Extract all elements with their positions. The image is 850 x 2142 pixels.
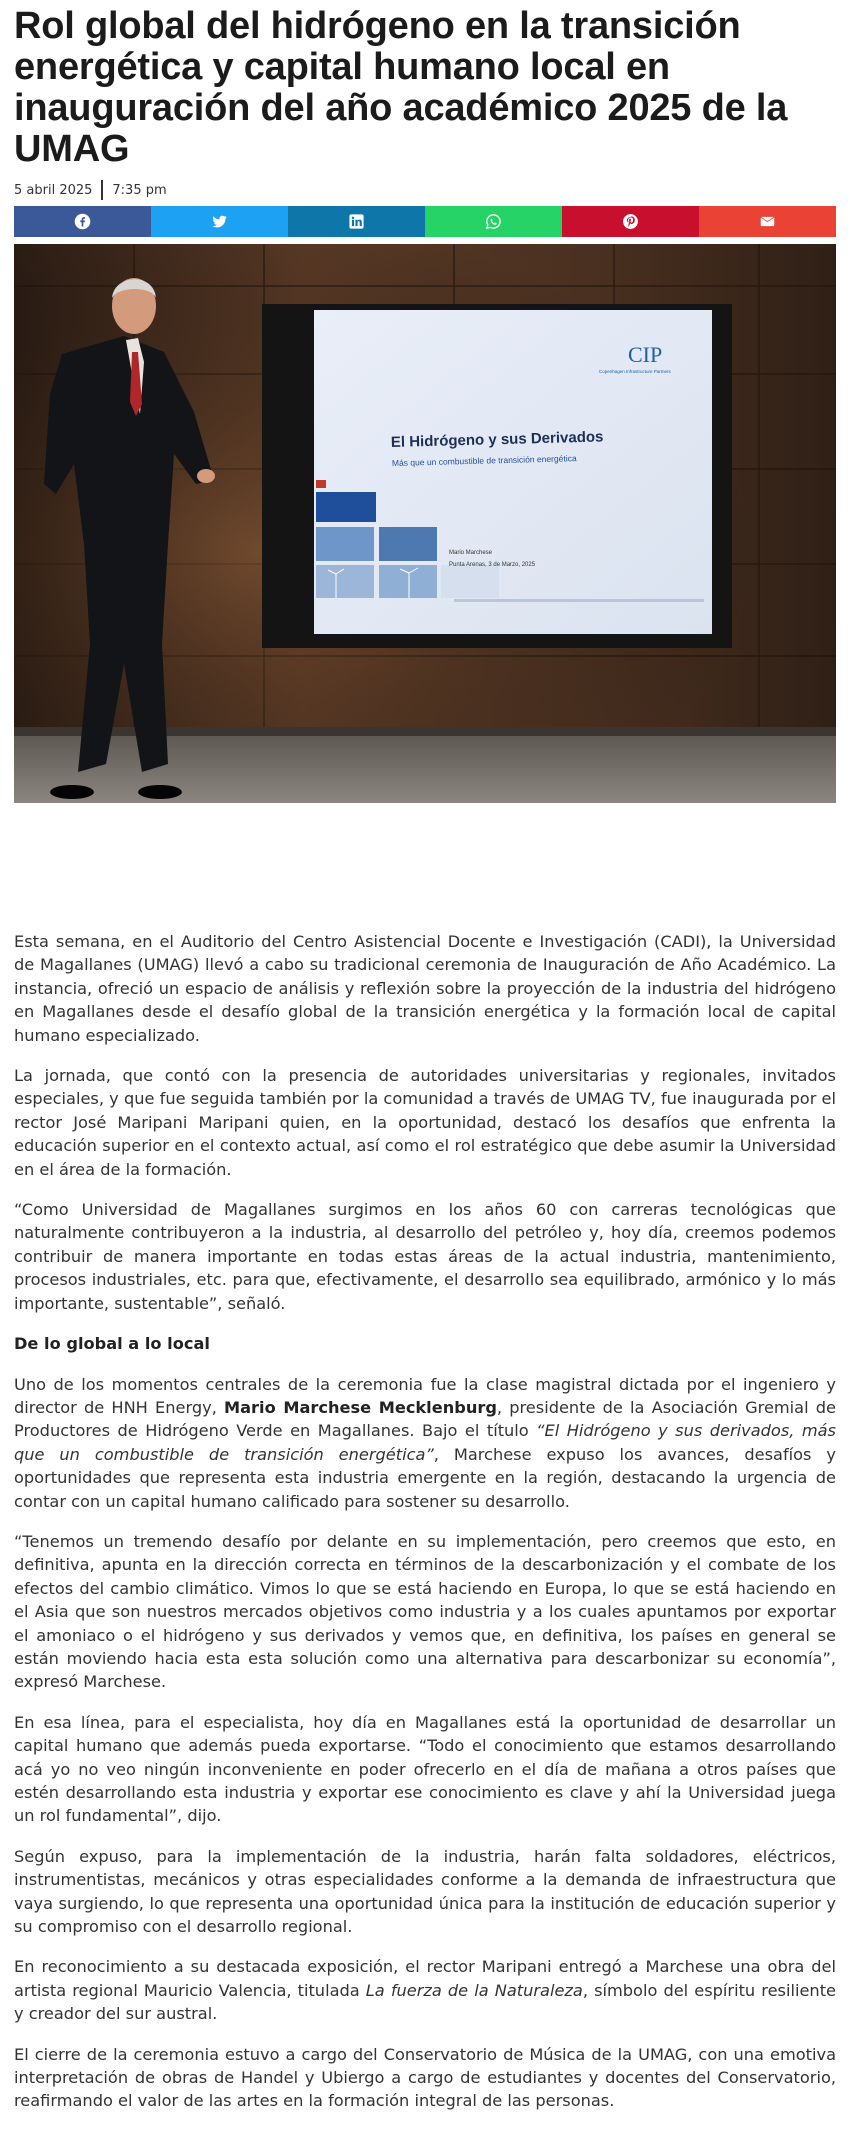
text-run: , presidente de la Asociación Gremial de Productores de Hidrógeno Verde en Magallanes. Bajo el título <box>14 1397 836 1441</box>
paragraph <box>14 1373 836 1513</box>
paragraph: La jornada, que contó con la presencia de autoridades universitarias y regionales, invitados especiales, y que fue seguida también por la comunidad a través de UMAG TV, fue inaugurada por el rector José Maripani Maripani quien, en la oportunidad, destacó los desafíos que enfrenta la educación superior en el contexto actual, así como el rol estratégico que debe asumir la Universidad en el área de la formación. <box>14 1066 836 1179</box>
envelope-icon <box>759 213 776 230</box>
article-date: 5 abril 2025 <box>14 182 93 198</box>
paragraph <box>14 1955 836 2025</box>
article-body <box>14 930 836 2130</box>
article-title: Rol global del hidrógeno en la transición energética y capital humano local en inauguración del año académico 2025 de la UMAG <box>14 5 788 170</box>
artwork-title: La fuerza de la Naturaleza <box>365 1980 583 2000</box>
section-heading: De lo global a lo local <box>14 1334 210 1354</box>
article-photo <box>14 244 836 803</box>
article-time: 7:35 pm <box>112 182 167 198</box>
slide-title: El Hidrógeno y sus Derivados <box>390 428 604 451</box>
article-header <box>14 0 836 803</box>
paragraph: Según expuso, para la implementación de la industria, harán falta soldadores, eléctricos, instrumentistas, mecánicos y otras especialidades conforme a la demanda de infraestructura que vaya surgiendo, lo que representa una oportunidad única para la institución de educación superior y su compromiso con el desarrollo regional. <box>14 1846 836 1937</box>
pinterest-icon <box>622 213 639 230</box>
share-pinterest-button[interactable] <box>562 206 699 237</box>
paragraph: Esta semana, en el Auditorio del Centro Asistencial Docente e Investigación (CADI), la Universidad de Magallanes (UMAG) llevó a cabo su tradicional ceremonia de Inauguración de Año Académico. La instancia, ofreció un espacio de análisis y reflexión sobre la proyección de la industria del hidrógeno en Magallanes desde el desafío global de la transición energética y la formación local de capital humano especializado. <box>14 932 836 1045</box>
share-whatsapp-button[interactable] <box>425 206 562 237</box>
whatsapp-icon <box>485 213 502 230</box>
paragraph: “Tenemos un tremendo desafío por delante en su implementación, pero creemos que esto, en definitiva, apunta en la dirección correcta en términos de la descarbonización y el combate de los efectos del cambio climático. Vimos lo que se está haciendo en Europa, lo que se está haciendo en el Asia que son nuestros mercados objetivos como industria y a los cuales apuntamos por exportar el amoniaco o el hidrógeno y sus derivados y vemos que, en definitiva, los países en general se están moviendo hacia esta esta solución como una alternativa para descarbonizar su economía”, expresó Marchese. <box>14 1531 836 1692</box>
text-run: Uno de los momentos centrales de la ceremonia fue la clase magistral dictada por el ingeniero y director de HNH Energy, <box>14 1374 836 1417</box>
text-run: , Marchese expuso los avances, desafíos y oportunidades que representa esta industria emergente en la región, destacando la urgencia de contar con un capital humano calificado para sostener su desarrollo. <box>14 1444 836 1511</box>
text-run: , símbolo del espíritu resiliente y creador del sur austral. <box>14 1980 836 2024</box>
linkedin-icon <box>348 213 365 230</box>
paragraph: “Como Universidad de Magallanes surgimos en los años 60 con carreras tecnológicas que naturalmente contribuyeron a la industria, al desarrollo del petróleo y, hoy día, creemos podemos contribuir de manera importante en todas estas áreas de la actual industria, mantenimiento, procesos industriales, etc. para que, efectivamente, el desarrollo sea equilibrado, armónico y lo más importante, sustentable”, señaló. <box>14 1200 836 1313</box>
meta-divider <box>101 180 103 200</box>
slide-place-date: Punta Arenas, 3 de Marzo, 2025 <box>449 562 536 568</box>
article-meta <box>14 180 836 200</box>
slide-logo-sub: Copenhagen Infrastructure Partners <box>599 369 671 374</box>
twitter-icon <box>211 213 228 230</box>
share-facebook-button[interactable] <box>14 206 151 237</box>
share-email-button[interactable] <box>699 206 836 237</box>
slide-logo: CIP <box>628 342 663 367</box>
share-bar <box>14 206 836 237</box>
share-linkedin-button[interactable] <box>288 206 425 237</box>
paragraph: En esa línea, para el especialista, hoy día en Magallanes está la oportunidad de desarrollar un capital humano que además pueda exportarse. “Todo el conocimiento que estamos desarrollando acá yo no veo ningún inconveniente en poder ofrecerlo en el día de mañana a otros países que estén desarrollando esta industria y exportar ese conocimiento es clave y ahí la Universidad juega un rol fundamental”, dijo. <box>14 1712 836 1826</box>
paragraph: El cierre de la ceremonia estuvo a cargo del Conservatorio de Música de la UMAG, con una emotiva interpretación de obras de Handel y Ubiergo a cargo de estudiantes y docentes del Conservatorio, reafirmando el valor de las artes en la formación integral de las personas. <box>14 2044 836 2111</box>
lecture-title: “El Hidrógeno y sus derivados, más que un combustible de transición energética” <box>14 1421 836 1464</box>
facebook-icon <box>74 213 91 230</box>
slide-author: Mario Marchese <box>449 550 493 556</box>
speaker-name: Mario Marchese Mecklenburg <box>224 1397 497 1417</box>
slide-subtitle: Más que un combustible de transición energética <box>391 453 577 468</box>
share-twitter-button[interactable] <box>151 206 288 237</box>
text-run: En reconocimiento a su destacada exposición, el rector Maripani entregó a Marchese una obra del artista regional Mauricio Valencia, titulada <box>14 1957 836 2000</box>
